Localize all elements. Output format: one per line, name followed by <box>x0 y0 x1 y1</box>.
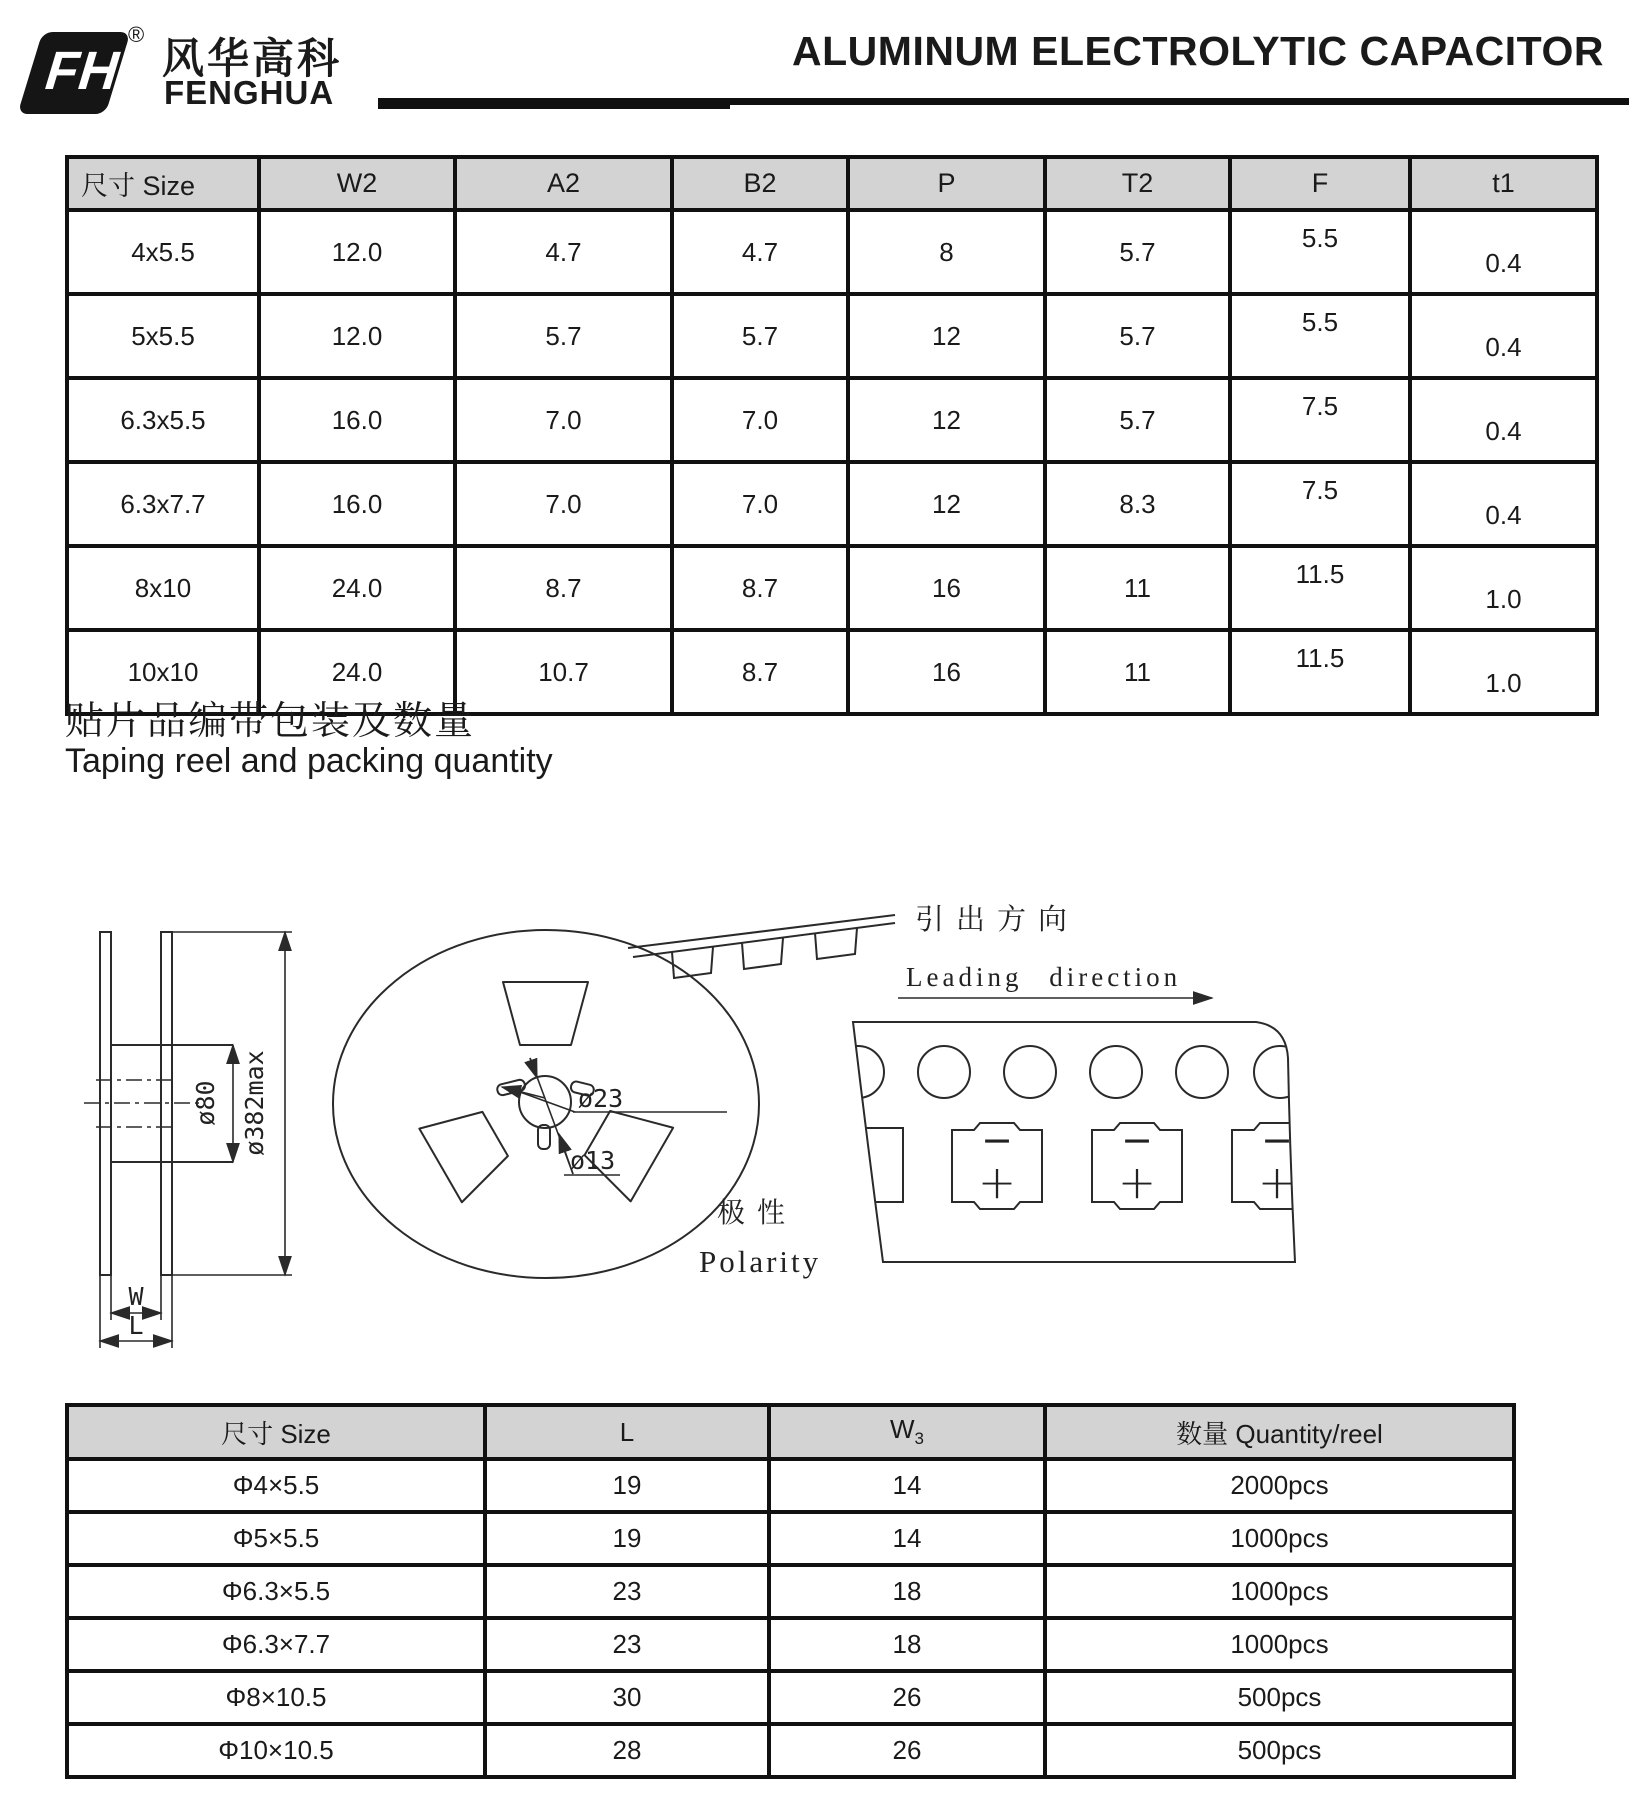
polarity-label-english: Polarity <box>699 1244 822 1279</box>
cell: 11.5 <box>1230 630 1410 714</box>
w3-subscript: 3 <box>914 1429 924 1449</box>
table-row <box>67 546 1597 630</box>
reel-diameter-label: ø382max <box>240 1050 269 1156</box>
cell: 8.7 <box>455 546 672 630</box>
cell: 26 <box>769 1724 1045 1777</box>
polarity-label-chinese: 极性 <box>717 1198 798 1229</box>
core-outer-diameter-label: ø23 <box>578 1084 624 1113</box>
cell: 16.0 <box>259 462 455 546</box>
cell: 5.7 <box>1045 294 1230 378</box>
cell: 4.7 <box>455 210 672 294</box>
brand-name-english: FENGHUA <box>164 74 335 111</box>
cell: 7.0 <box>672 378 848 462</box>
table-row <box>67 1512 1514 1565</box>
cell: 0.4 <box>1410 210 1597 294</box>
cell: 23 <box>485 1618 769 1671</box>
page-title: ALUMINUM ELECTROLYTIC CAPACITOR <box>792 28 1604 74</box>
cell: 16 <box>848 630 1045 714</box>
section-heading-english: Taping reel and packing quantity <box>65 742 553 780</box>
col-header-b2: B2 <box>672 157 848 210</box>
title-underline-thick <box>378 98 730 109</box>
cell: 7.0 <box>672 462 848 546</box>
capacitor-pocket <box>1092 1118 1182 1209</box>
cell: 7.0 <box>455 462 672 546</box>
table-header-row <box>67 1405 1514 1459</box>
packing-quantity-table <box>65 1403 1516 1779</box>
cell: 5.5 <box>1230 210 1410 294</box>
cell: 28 <box>485 1724 769 1777</box>
cell: 14 <box>769 1459 1045 1512</box>
cell: 4.7 <box>672 210 848 294</box>
cell: 5.5 <box>1230 294 1410 378</box>
cell: 8.7 <box>672 546 848 630</box>
cell: 10.7 <box>455 630 672 714</box>
cell: 500pcs <box>1045 1724 1514 1777</box>
leading-direction-english: Leading direction <box>906 962 1182 992</box>
cell: 10x10 <box>67 630 259 714</box>
cell: 6.3x7.7 <box>67 462 259 546</box>
tape-takeoff <box>628 915 895 978</box>
cell: Φ6.3×5.5 <box>67 1565 485 1618</box>
hub-diameter-label: ø80 <box>191 1080 220 1126</box>
cell: 12 <box>848 462 1045 546</box>
col-header-t2: T2 <box>1045 157 1230 210</box>
cell: 6.3x5.5 <box>67 378 259 462</box>
cell: Φ6.3×7.7 <box>67 1618 485 1671</box>
table-row <box>67 1671 1514 1724</box>
reel-front-view <box>333 930 759 1278</box>
cell: 500pcs <box>1045 1671 1514 1724</box>
cell: 24.0 <box>259 630 455 714</box>
cell: 14 <box>769 1512 1045 1565</box>
table-row <box>67 378 1597 462</box>
cell: 12 <box>848 294 1045 378</box>
cell: 7.0 <box>455 378 672 462</box>
col-header-size: 尺寸 Size <box>67 1405 485 1459</box>
cell: 5.7 <box>1045 210 1230 294</box>
cell: Φ8×10.5 <box>67 1671 485 1724</box>
cell: 8 <box>848 210 1045 294</box>
cell: 12.0 <box>259 210 455 294</box>
cell: 4x5.5 <box>67 210 259 294</box>
cell: 1000pcs <box>1045 1618 1514 1671</box>
w3-base: W <box>889 1414 915 1445</box>
cell: 2000pcs <box>1045 1459 1514 1512</box>
cell: 1.0 <box>1410 546 1597 630</box>
cell: 19 <box>485 1512 769 1565</box>
cell: 24.0 <box>259 546 455 630</box>
col-header-t1: t1 <box>1410 157 1597 210</box>
col-header-quantity: 数量 Quantity/reel <box>1045 1405 1514 1459</box>
col-header-f: F <box>1230 157 1410 210</box>
cell: 5x5.5 <box>67 294 259 378</box>
cell: 8.3 <box>1045 462 1230 546</box>
cell: 8.7 <box>672 630 848 714</box>
cell: 11 <box>1045 546 1230 630</box>
cell: 12 <box>848 378 1045 462</box>
leading-direction-chinese: 引出方向 <box>915 904 1080 936</box>
logo-monogram: FH <box>42 41 122 101</box>
flange-width-label: L <box>128 1311 144 1340</box>
section-heading-chinese: 贴片品编带包装及数量 <box>65 700 476 743</box>
cell: 19 <box>485 1459 769 1512</box>
cell: 5.7 <box>1045 378 1230 462</box>
cell: 8x10 <box>67 546 259 630</box>
cell: 7.5 <box>1230 378 1410 462</box>
col-header-w3 <box>769 1405 1045 1459</box>
cell: Φ10×10.5 <box>67 1724 485 1777</box>
cell: Φ4×5.5 <box>67 1459 485 1512</box>
cell: 7.5 <box>1230 462 1410 546</box>
reel-hub <box>519 1076 571 1128</box>
cell: 1000pcs <box>1045 1512 1514 1565</box>
cell: 18 <box>769 1618 1045 1671</box>
reel-side-view <box>84 932 292 1348</box>
table-row <box>67 210 1597 294</box>
cell: Φ5×5.5 <box>67 1512 485 1565</box>
cell: 16.0 <box>259 378 455 462</box>
cell: 5.7 <box>672 294 848 378</box>
table-row <box>67 294 1597 378</box>
brand-name-chinese: 风华高科 <box>162 35 343 82</box>
col-header-p: P <box>848 157 1045 210</box>
cell: 11.5 <box>1230 546 1410 630</box>
table-row <box>67 1724 1514 1777</box>
registered-trademark-icon: ® <box>128 22 145 47</box>
cell: 0.4 <box>1410 462 1597 546</box>
dimension-table <box>65 155 1599 716</box>
table-row <box>67 1565 1514 1618</box>
tape-width-label: W <box>128 1282 144 1311</box>
cell: 12.0 <box>259 294 455 378</box>
table-header-row <box>67 157 1597 210</box>
col-header-w2: W2 <box>259 157 455 210</box>
cell: 5.7 <box>455 294 672 378</box>
table-row <box>67 462 1597 546</box>
cell: 0.4 <box>1410 378 1597 462</box>
cell: 26 <box>769 1671 1045 1724</box>
tape-strip-detail <box>832 1022 1322 1262</box>
taping-reel-diagram <box>0 778 1648 1382</box>
cell: 11 <box>1045 630 1230 714</box>
capacitor-pocket <box>1232 1118 1322 1209</box>
col-header-l: L <box>485 1405 769 1459</box>
cell: 23 <box>485 1565 769 1618</box>
cell: 30 <box>485 1671 769 1724</box>
cell: 0.4 <box>1410 294 1597 378</box>
cell: 1.0 <box>1410 630 1597 714</box>
core-inner-diameter-label: ø13 <box>570 1146 616 1175</box>
col-header-size: 尺寸 Size <box>67 157 259 210</box>
table-row <box>67 1618 1514 1671</box>
fenghua-logo <box>24 30 128 116</box>
cell: 18 <box>769 1565 1045 1618</box>
col-header-a2: A2 <box>455 157 672 210</box>
cell: 16 <box>848 546 1045 630</box>
capacitor-pocket <box>952 1118 1042 1209</box>
table-row <box>67 1459 1514 1512</box>
cell: 1000pcs <box>1045 1565 1514 1618</box>
